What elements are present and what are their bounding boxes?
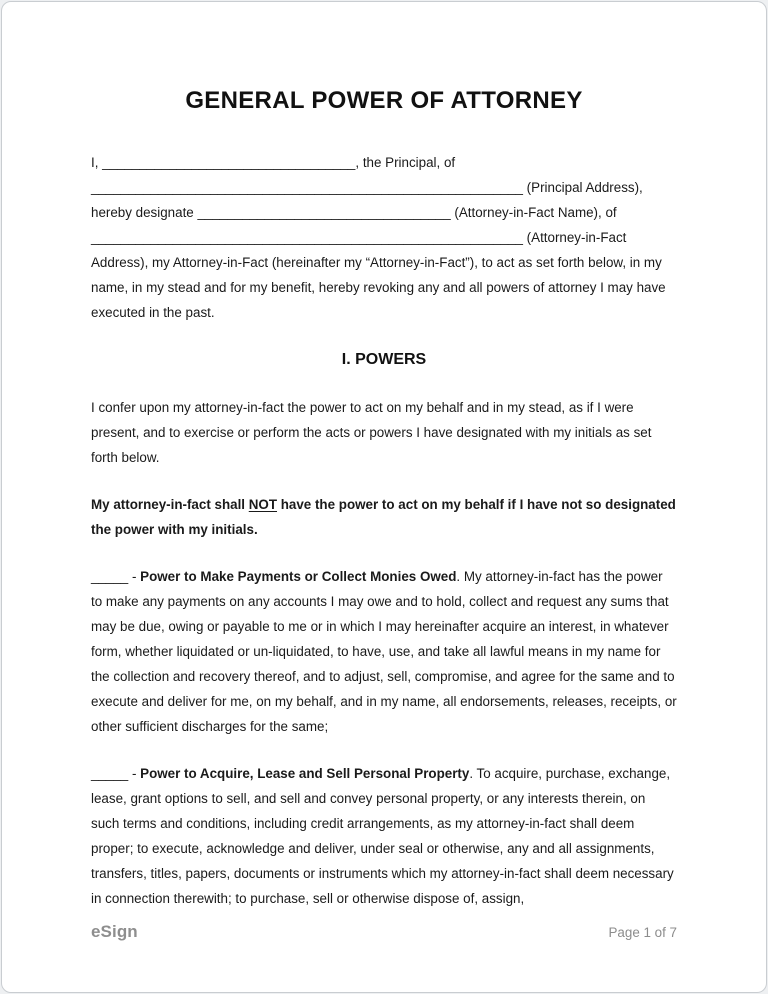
esign-brand-logo: eSign (91, 922, 138, 941)
fill-in-blank: __________________________________ (102, 155, 356, 170)
fill-in-blank: __________________________________ (197, 205, 451, 220)
initials-notice-paragraph: My attorney-in-fact shall NOT have the power to act on my behalf if I have not so designated the power with my initials. (91, 497, 676, 537)
page-footer (91, 922, 677, 942)
page-indicator: Page 1 of 7 (608, 925, 677, 940)
power-payments-paragraph: _____ - Power to Make Payments or Collect Monies Owed. My attorney-in-fact has the power to make any payments on any accounts I may owe and to hold, collect and request any sums that may be due, owing or payable to me or in which I may hereinafter acquire an interest, in whatever form, whether liquidated or un-liquidated, to have, use, and take all lawful means in my name for the collection and recovery thereof, and to adjust, sell, compromise, and agree for the same and to execute and deliver for me, on my behalf, and in my name, all endorsements, releases, receipts, or other sufficient discharges for the same; (91, 569, 677, 734)
fill-in-blank: __________________________________________________________ (91, 180, 523, 195)
fill-in-blank: _____ (91, 569, 129, 584)
powers-intro-paragraph: I confer upon my attorney-in-fact the power to act on my behalf and in my stead, as if I were present, and to exercise or perform the acts or powers I have designated with my initials as set forth below. (91, 400, 652, 465)
section-heading-powers: I. POWERS (341, 351, 427, 368)
fill-in-blank: __________________________________________________________ (91, 230, 523, 245)
document-page (1, 1, 767, 993)
document-title: GENERAL POWER OF ATTORNEY (185, 87, 583, 114)
designation-paragraph: I, __________________________________, the Principal, of __________________________________________________________ (Principal Address), hereby designate __________________________________ (Attorney-in-Fact Name), of __________________________________________________________ (Attorney-in-Fact Address), my Attorney-in-Fact (hereinafter my “Attorney-in-Fact”), to act as set forth below, in my name, in my stead and for my benefit, hereby revoking any and all powers of attorney I may have executed in the past. (91, 155, 666, 320)
power-personal-property-paragraph: _____ - Power to Acquire, Lease and Sell Personal Property. To acquire, purchase, exchange, lease, grant options to sell, and sell and convey personal property, or any interests therein, on such terms and conditions, including credit arrangements, as my attorney-in-fact shall deem proper; to execute, acknowledge and deliver, under seal or otherwise, any and all assignments, transfers, titles, papers, documents or instruments which my attorney-in-fact shall deem necessary in connection therewith; to purchase, sell or otherwise dispose of, assign, (91, 766, 674, 906)
fill-in-blank: _____ (91, 766, 129, 781)
document-content (2, 2, 766, 911)
